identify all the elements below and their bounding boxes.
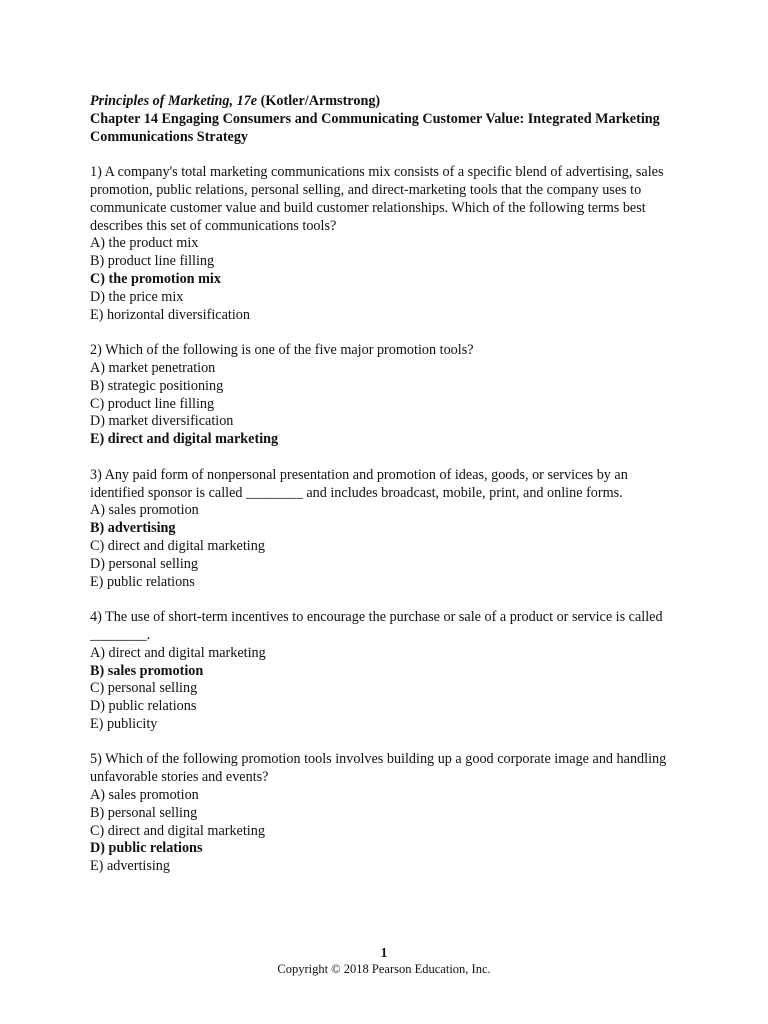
- copyright-notice: Copyright © 2018 Pearson Education, Inc.: [277, 962, 491, 976]
- answer-option: C) personal selling: [90, 680, 198, 697]
- question-block: [90, 609, 680, 734]
- document-page: [90, 93, 680, 876]
- correct-answer-option: D) public relations: [90, 840, 203, 857]
- book-authors: (Kotler/Armstrong): [257, 93, 381, 109]
- answer-option: E) publicity: [90, 715, 158, 732]
- correct-answer-option: E) direct and digital marketing: [90, 431, 279, 448]
- answer-option: E) advertising: [90, 858, 170, 875]
- answer-option: C) direct and digital marketing: [90, 822, 265, 839]
- answer-option: A) market penetration: [90, 359, 216, 376]
- question-block: [90, 342, 680, 449]
- correct-answer-option: B) sales promotion: [90, 662, 204, 679]
- correct-answer-option: C) the promotion mix: [90, 270, 221, 287]
- answer-option: B) strategic positioning: [90, 377, 224, 394]
- answer-option: A) sales promotion: [90, 787, 199, 804]
- question-text: 2) Which of the following is one of the five major promotion tools?: [90, 342, 474, 359]
- answer-option: B) product line filling: [90, 253, 215, 270]
- correct-answer-option: B) advertising: [90, 520, 176, 537]
- answer-option: D) the price mix: [90, 288, 184, 305]
- chapter-title: Chapter 14 Engaging Consumers and Communicating Customer Value: Integrated Marketing Communications Strategy: [90, 110, 660, 145]
- answer-option: E) public relations: [90, 573, 195, 590]
- answer-option: D) market diversification: [90, 413, 234, 430]
- question-block: [90, 164, 680, 324]
- answer-option: C) direct and digital marketing: [90, 537, 265, 554]
- question-block: [90, 467, 680, 592]
- question-text: 1) A company's total marketing communications mix consists of a specific blend of advertising, sales promotion, public relations, personal selling, and direct-marketing tools that the company uses to communicate customer value and build customer relationships. Which of the following terms best describes this set of communications tools?: [90, 164, 664, 234]
- answer-option: B) personal selling: [90, 804, 198, 821]
- answer-option: A) sales promotion: [90, 502, 199, 519]
- question-text: 5) Which of the following promotion tools involves building up a good corporate image and handling unfavorable stories and events?: [90, 751, 667, 786]
- question-block: [90, 751, 680, 876]
- book-title: Principles of Marketing, 17e: [90, 93, 258, 109]
- question-text: 4) The use of short-term incentives to encourage the purchase or sale of a product or service is called ________.: [90, 609, 663, 643]
- answer-option: D) public relations: [90, 698, 197, 715]
- answer-option: A) direct and digital marketing: [90, 644, 266, 661]
- answer-option: C) product line filling: [90, 395, 215, 412]
- book-header: [90, 93, 680, 111]
- question-text: 3) Any paid form of nonpersonal presentation and promotion of ideas, goods, or services by an identified sponsor is called ________ and includes broadcast, mobile, print, and online forms.: [90, 466, 628, 501]
- question-list: [90, 164, 680, 876]
- page-number: 1: [380, 945, 388, 960]
- answer-option: E) horizontal diversification: [90, 306, 250, 323]
- answer-option: A) the product mix: [90, 235, 199, 252]
- answer-option: D) personal selling: [90, 555, 198, 572]
